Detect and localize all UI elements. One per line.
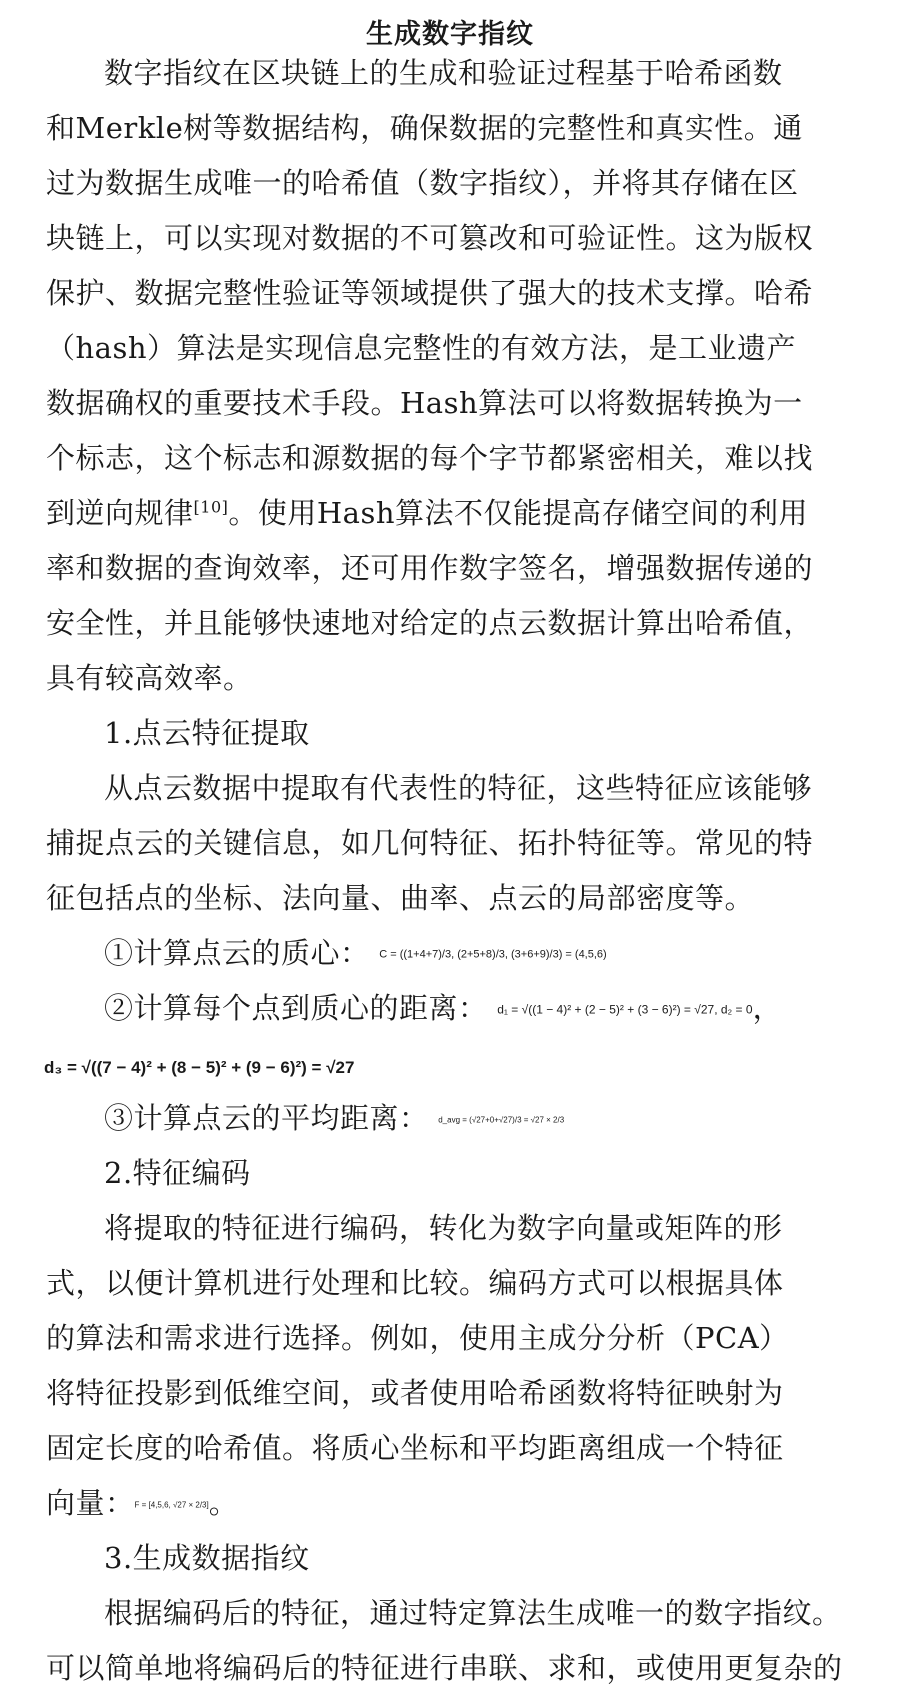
distance-formula: d₁ = √((1 − 4)² + (2 − 5)² + (3 − 6)²) = √27, d₂ = 0 xyxy=(497,1002,753,1017)
text-line: 根据编码后的特征，通过特定算法生成唯一的数字指纹。 xyxy=(104,1596,842,1630)
text-line: 数字指纹在区块链上的生成和验证过程基于哈希函数 xyxy=(104,56,783,90)
text-line: 固定长度的哈希值。将质心坐标和平均距离组成一个特征 xyxy=(46,1431,784,1465)
citation-reference: [10] xyxy=(193,497,229,517)
text-line: 的算法和需求进行选择。例如，使用主成分分析（PCA） xyxy=(46,1321,789,1355)
text-span: 向量： xyxy=(46,1486,135,1520)
section-heading: 1.点云特征提取 xyxy=(104,716,310,750)
section-heading: 2.特征编码 xyxy=(104,1156,251,1190)
page-title: 生成数字指纹 xyxy=(366,19,534,50)
step-label: ②计算每个点到质心的距离： xyxy=(104,991,488,1025)
section-2 xyxy=(46,1146,846,1531)
intro-paragraph xyxy=(46,46,846,706)
text-line: 将提取的特征进行编码，转化为数字向量或矩阵的形 xyxy=(104,1211,783,1245)
step-2 xyxy=(46,981,846,1036)
step-1 xyxy=(46,926,846,981)
text-span: 。 xyxy=(208,1486,239,1520)
text-line: 从点云数据中提取有代表性的特征，这些特征应该能够 xyxy=(104,771,813,805)
text-line xyxy=(46,1476,846,1531)
text-line: 率和数据的查询效率，还可用作数字签名，增强数据传递的 xyxy=(46,551,814,585)
text-line: 具有较高效率。 xyxy=(46,661,253,695)
step-3 xyxy=(46,1091,846,1146)
step-label: ③计算点云的平均距离： xyxy=(104,1101,429,1135)
text-line: 捕捉点云的关键信息，如几何特征、拓扑特征等。常见的特 xyxy=(46,826,814,860)
section-heading: 3.生成数据指纹 xyxy=(104,1541,310,1575)
step-label: ①计算点云的质心： xyxy=(104,936,370,970)
text-line: 块链上，可以实现对数据的不可篡改和可验证性。这为版权 xyxy=(46,221,814,255)
text-span: 。使用Hash算法不仅能提高存储空间的利用 xyxy=(228,496,808,530)
text-line: 式，以便计算机进行处理和比较。编码方式可以根据具体 xyxy=(46,1266,784,1300)
distance-formula-cont: d₃ = √((7 − 4)² + (8 − 5)² + (9 − 6)²) = √27 xyxy=(44,1058,355,1077)
text-line: 和Merkle树等数据结构，确保数据的完整性和真实性。通 xyxy=(46,111,803,145)
text-line: 数据确权的重要技术手段。Hash算法可以将数据转换为一 xyxy=(46,386,803,420)
text-line: 将特征投影到低维空间，或者使用哈希函数将特征映射为 xyxy=(46,1376,784,1410)
text-line: 安全性，并且能够快速地对给定的点云数据计算出哈希值， xyxy=(46,606,814,640)
text-span: 到逆向规律 xyxy=(46,496,194,530)
text-line: 保护、数据完整性验证等领域提供了强大的技术支撑。哈希 xyxy=(46,276,814,310)
step-2-continuation xyxy=(44,1036,846,1091)
text-line: 个标志，这个标志和源数据的每个字节都紧密相关，难以找 xyxy=(46,441,814,475)
text-span: ， xyxy=(752,991,783,1025)
feature-vector-formula: F = [4,5,6, √27 × 2/3] xyxy=(134,1500,209,1510)
text-line: 可以简单地将编码后的特征进行串联、求和，或使用更复杂的 xyxy=(46,1651,843,1685)
average-distance-formula: d_avg = (√27+0+√27)/3 = √27 × 2/3 xyxy=(438,1115,565,1125)
text-line xyxy=(46,486,846,541)
section-3 xyxy=(46,1531,846,1696)
centroid-formula: C = ((1+4+7)/3, (2+5+8)/3, (3+6+9)/3) = (4,5,6) xyxy=(379,948,607,961)
text-line: （hash）算法是实现信息完整性的有效方法，是工业遗产 xyxy=(46,331,797,365)
section-1 xyxy=(46,706,846,1146)
text-line: 过为数据生成唯一的哈希值（数字指纹），并将其存储在区 xyxy=(46,166,799,200)
text-line: 征包括点的坐标、法向量、曲率、点云的局部密度等。 xyxy=(46,881,755,915)
